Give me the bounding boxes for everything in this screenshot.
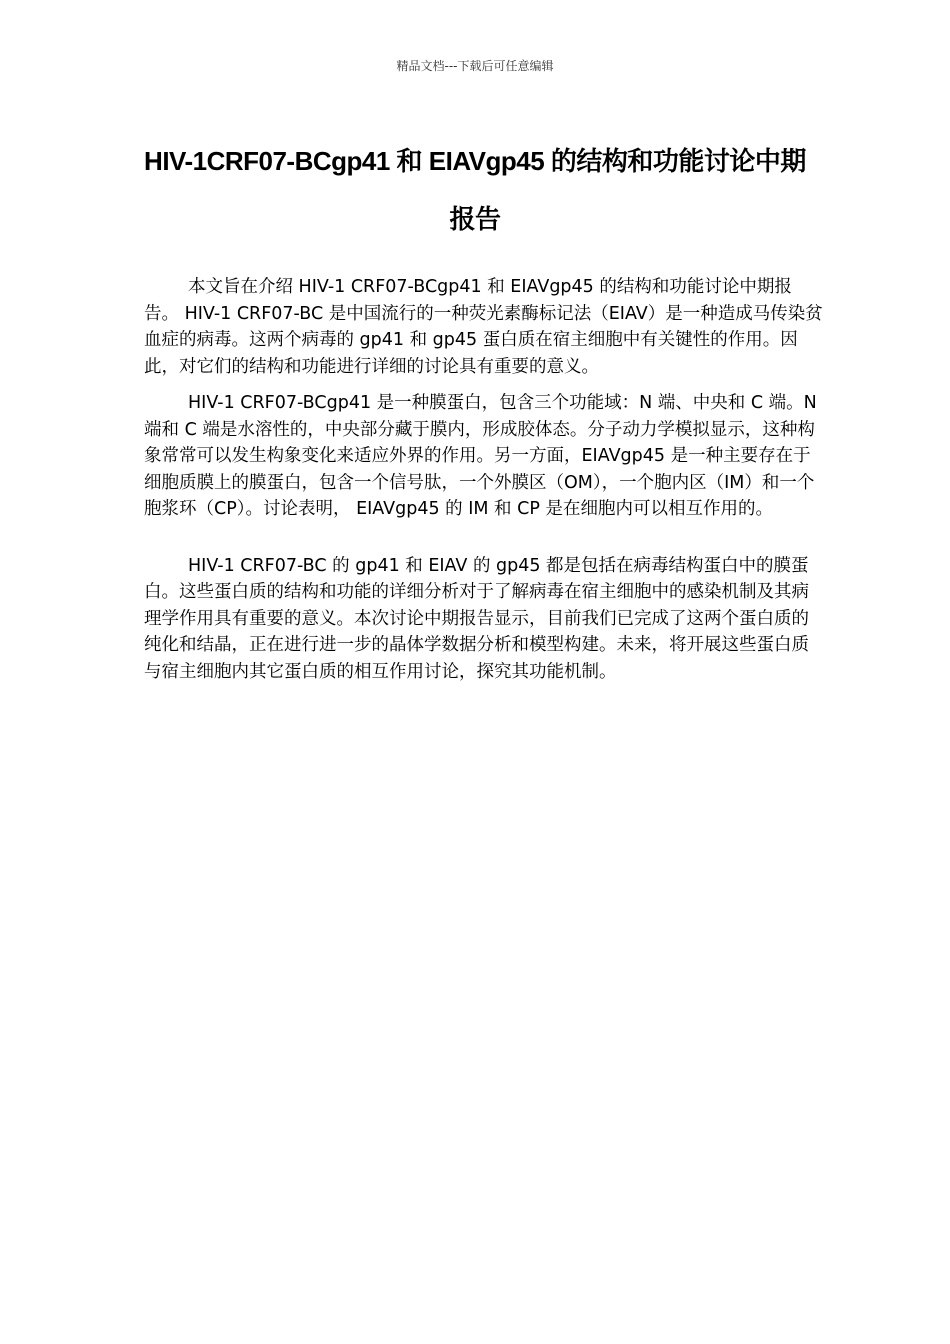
document-title: HIV-1CRF07-BCgp41 和 EIAVgp45 的结构和功能讨论中期报告 <box>144 146 806 234</box>
paragraph-1: 本文旨在介绍 HIV-1 CRF07-BCgp41 和 EIAVgp45 的结构和功能讨论中期报告。 HIV-1 CRF07-BC 是中国流行的一种荧光素酶标记法（EIAV）是一种造成马传染贫血症的病毒。这两个病毒的 gp41 和 gp45 蛋白质在宿主细胞中有关键性的作用。因此，对它们的结构和功能进行详细的讨论具有重要的意义。 <box>144 277 823 377</box>
paragraph-2: HIV-1 CRF07-BCgp41 是一种膜蛋白，包含三个功能域：N 端、中央和 C 端。N 端和 C 端是水溶性的，中央部分藏于膜内，形成胶体态。分子动力学模拟显示，这种构象常常可以发生构象变化来适应外界的作用。另一方面，EIAVgp45 是一种主要存在于细胞质膜上的膜蛋白，包含一个信号肽，一个外膜区（OM），一个胞内区（IM）和一个胞浆环（CP）。讨论表明， EIAVgp45 的 IM 和 CP 是在细胞内可以相互作用的。 <box>144 393 817 519</box>
header-note: 精品文档---下载后可任意编辑 <box>396 59 554 73</box>
paragraph-3: HIV-1 CRF07-BC 的 gp41 和 EIAV 的 gp45 都是包括在病毒结构蛋白中的膜蛋白。这些蛋白质的结构和功能的详细分析对于了解病毒在宿主细胞中的感染机制及其病理学作用具有重要的意义。本次讨论中期报告显示，目前我们已完成了这两个蛋白质的纯化和结晶，正在进行进一步的晶体学数据分析和模型构建。未来，将开展这些蛋白质与宿主细胞内其它蛋白质的相互作用讨论，探究其功能机制。 <box>144 555 809 682</box>
document-body <box>144 274 824 685</box>
